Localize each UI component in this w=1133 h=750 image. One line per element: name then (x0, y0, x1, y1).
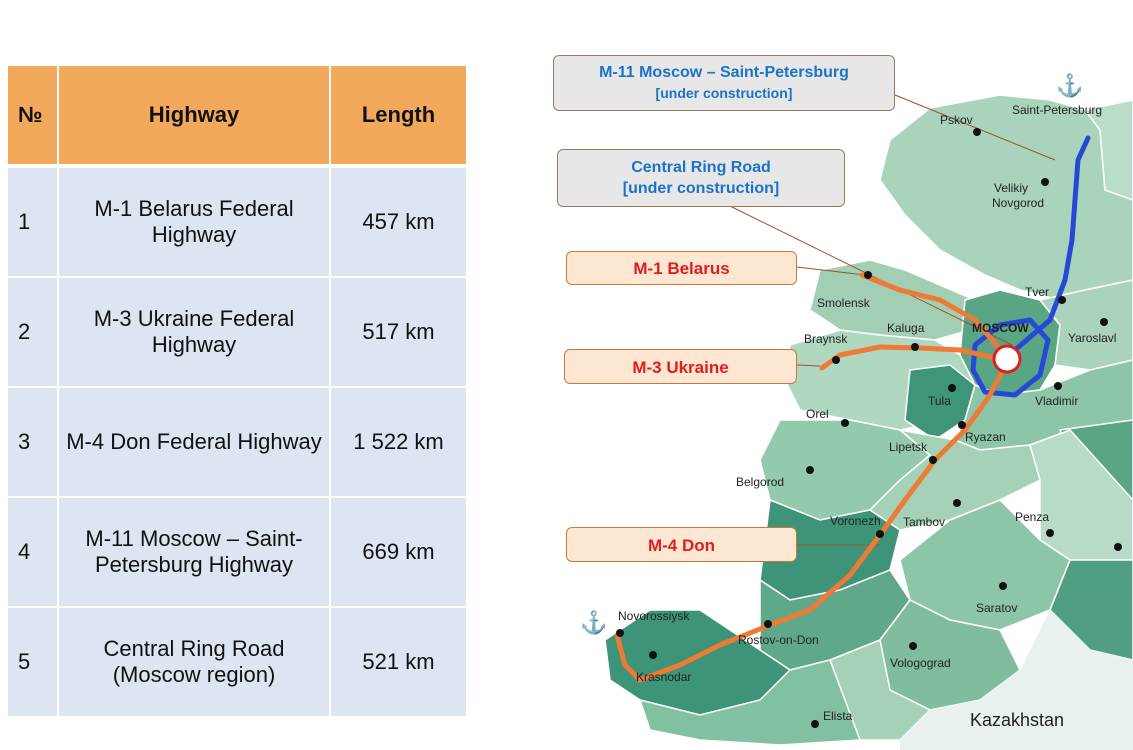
city-label: Tver (1025, 285, 1049, 299)
city-label: Smolensk (817, 296, 870, 310)
city-label: Kaluga (887, 321, 925, 335)
city-label: Lipetsk (889, 440, 928, 454)
city-label: Tambov (903, 515, 946, 529)
row-length: 521 km (331, 608, 466, 716)
callout-m1 (566, 251, 797, 285)
callout-m1-label: M-1 Belarus (633, 259, 730, 278)
anchor-icon: ⚓ (1056, 73, 1084, 98)
header-num: № (8, 66, 59, 168)
city-label: Penza (1015, 510, 1050, 524)
row-num: 2 (8, 278, 59, 388)
city-label: Novorossiysk (618, 609, 690, 623)
row-num: 1 (8, 168, 59, 278)
city-label: Voronezh (830, 514, 881, 528)
city-label: Velikiy (994, 181, 1029, 195)
city-label: Tula (928, 394, 951, 408)
city-label: Belgorod (736, 475, 785, 489)
callout-m4 (566, 527, 797, 562)
header-highway: Highway (59, 66, 331, 168)
row-length: 669 km (331, 498, 466, 608)
callout-m3 (564, 349, 797, 384)
moscow-marker (994, 346, 1020, 372)
city-label: Saratov (976, 601, 1018, 615)
city-label: Krasnodar (636, 670, 692, 684)
callout-m11 (553, 55, 895, 111)
city-label: Vologograd (890, 656, 951, 670)
country-label: Kazakhstan (970, 710, 1065, 730)
anchor-icon: ⚓ (580, 610, 608, 635)
row-length: 457 km (331, 168, 466, 278)
callout-ring-status: [under construction] (622, 180, 780, 197)
row-highway: M-1 Belarus Federal Highway (59, 168, 331, 278)
row-num: 4 (8, 498, 59, 608)
row-length: 517 km (331, 278, 466, 388)
city-label: Vladimir (1035, 394, 1079, 408)
city-label: Novgorod (992, 196, 1045, 210)
callout-m4-label: M-4 Don (647, 536, 716, 555)
city-label: Orel (806, 407, 829, 421)
city-label: Ryazan (965, 430, 1006, 444)
city-label: Braynsk (804, 332, 848, 346)
callout-m3-label: M-3 Ukraine (632, 358, 729, 377)
city-label: Yaroslavl (1068, 331, 1117, 345)
callout-central-ring (557, 149, 845, 207)
row-highway: M-4 Don Federal Highway (59, 388, 331, 498)
row-highway: M-3 Ukraine Federal Highway (59, 278, 331, 388)
row-highway: M-11 Moscow – Saint-Petersburg Highway (59, 498, 331, 608)
row-num: 3 (8, 388, 59, 498)
city-label: MOSCOW (972, 321, 1029, 335)
city-label: Pskov (940, 113, 973, 127)
callout-m11-title: M-11 Moscow – Saint-Petersburg (599, 64, 849, 81)
callout-m11-status: [under construction] (655, 85, 793, 101)
callout-ring-title: Central Ring Road (631, 159, 771, 176)
city-label: Saint-Petersburg (1012, 103, 1103, 117)
row-length: 1 522 km (331, 388, 466, 498)
row-highway: Central Ring Road (Moscow region) (59, 608, 331, 716)
header-length: Length (331, 66, 466, 168)
city-label: Rostov-on-Don (738, 633, 819, 647)
row-num: 5 (8, 608, 59, 716)
city-label: Elista (823, 709, 853, 723)
